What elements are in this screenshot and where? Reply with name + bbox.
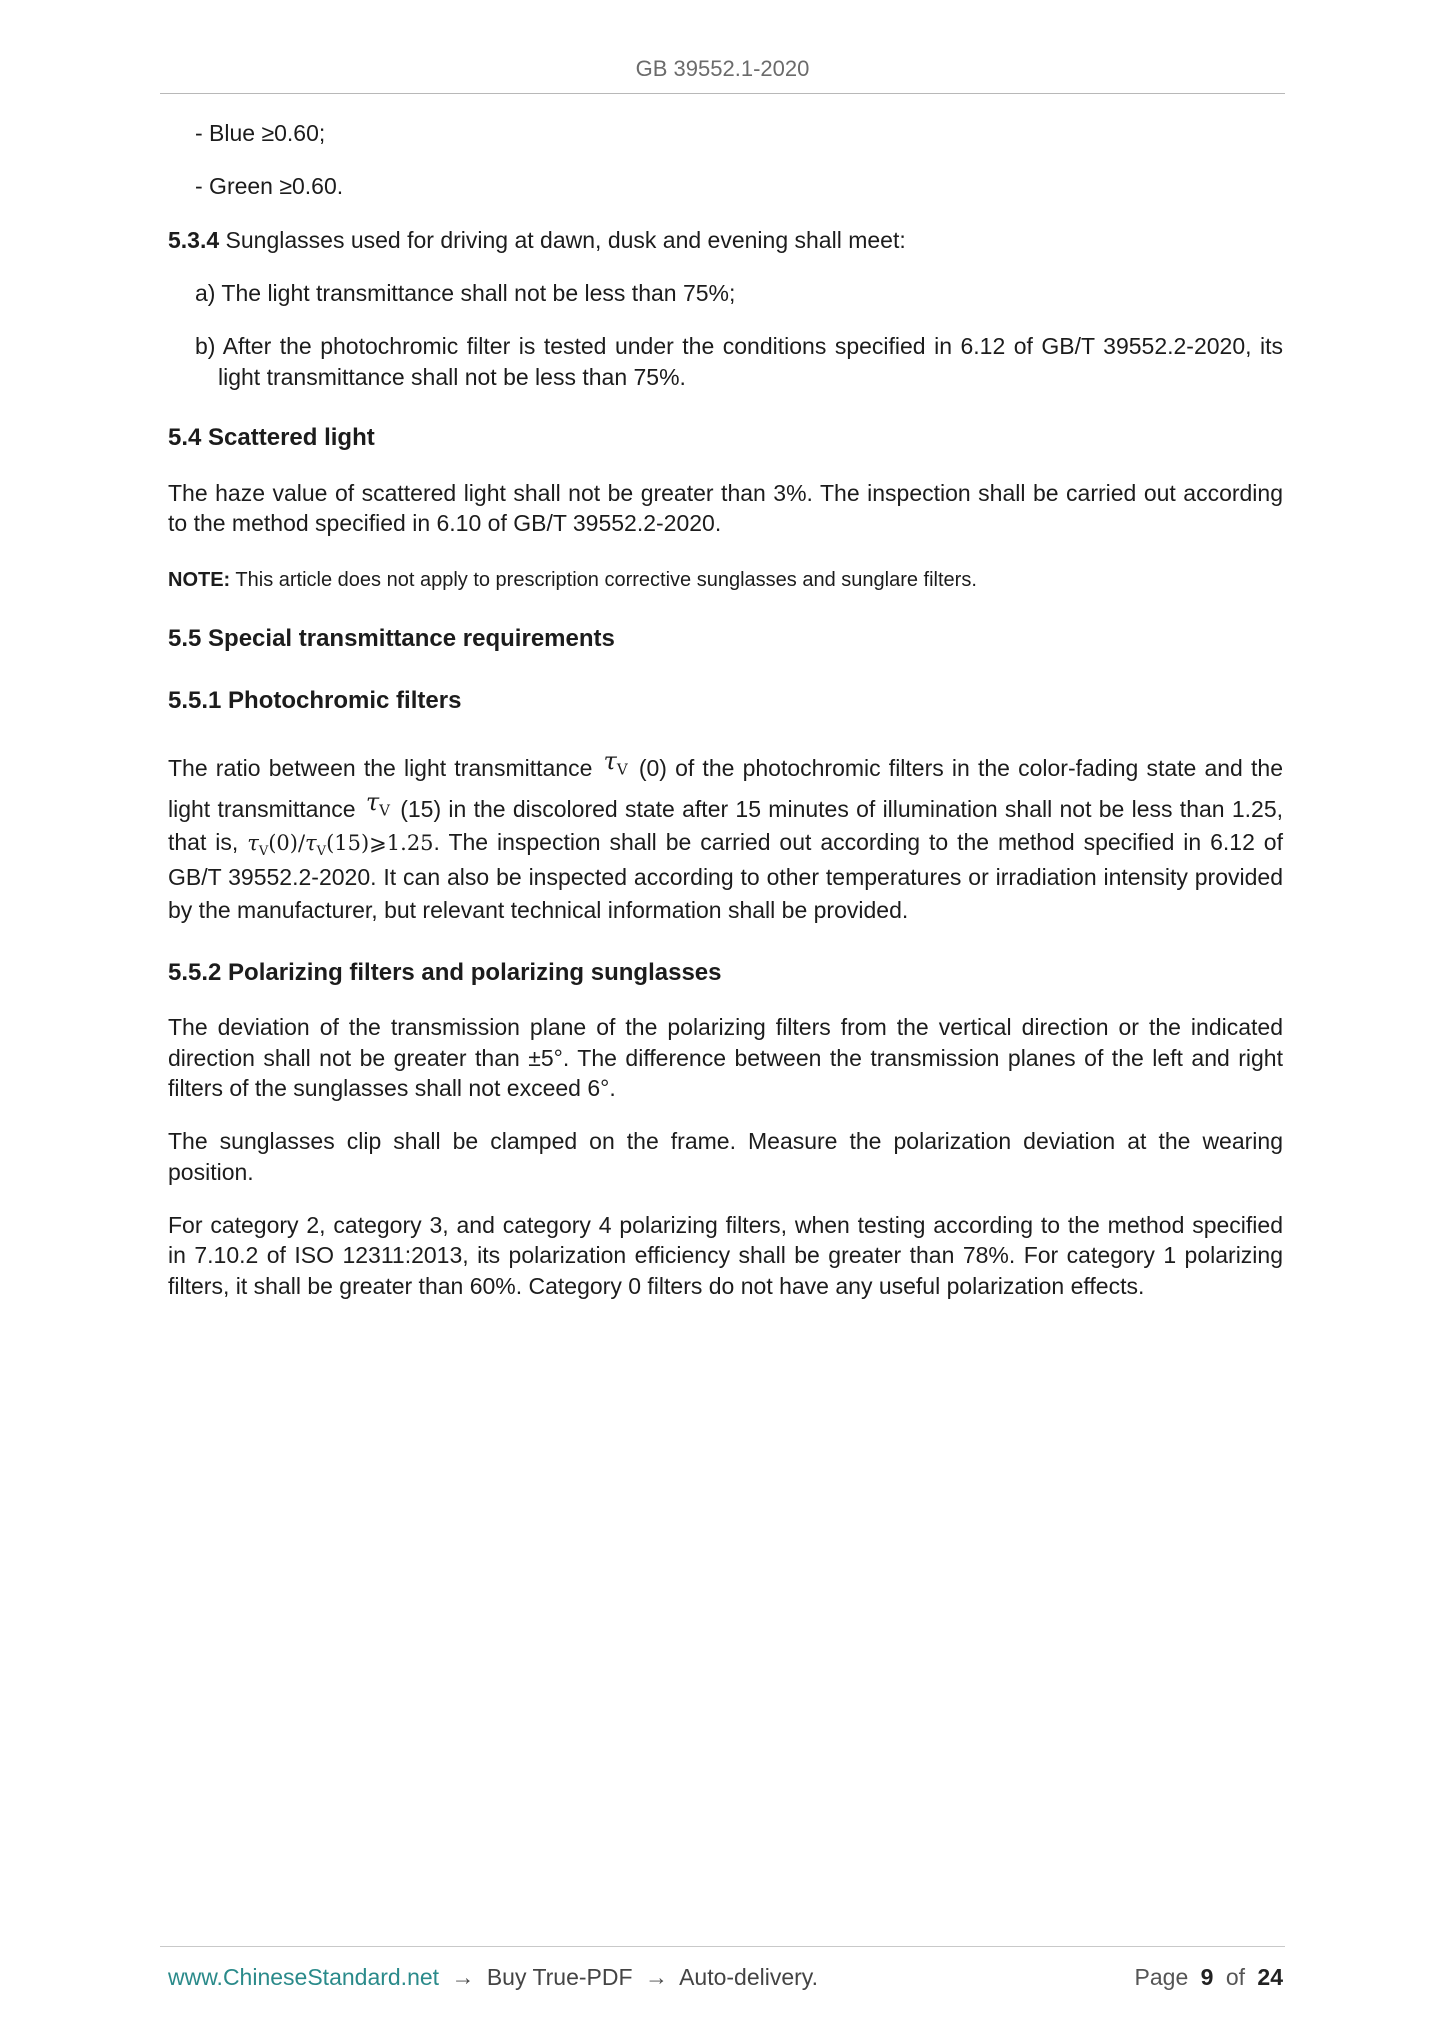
footer-delivery-text: Auto-delivery. [679, 1964, 818, 1990]
photochromic-text-4: . The inspection shall be carried out according to the method specified in 6.12 of GB/T 39552.2-2020. It can also be inspected according to other temperatures or irradiation intensity provided by the manufacturer, but relevant technical information shall be provided. [168, 828, 1283, 923]
paragraph-clip: The sunglasses clip shall be clamped on the frame. Measure the polarization deviation at the wearing position. [168, 1128, 1283, 1185]
heading-5-4: 5.4 Scattered light [168, 424, 375, 452]
page-header [160, 56, 1285, 82]
list-item-b [168, 331, 1283, 392]
paragraph-deviation: The deviation of the transmission plane of the polarizing filters from the vertical direction or the indicated direction shall not be greater than ±5°. The difference between the transmission planes of the left and right filters of the sunglasses shall not exceed 6°. [168, 1014, 1283, 1101]
page-current: 9 [1200, 1964, 1214, 1990]
heading-5-5-2: 5.5.2 Polarizing filters and polarizing sunglasses [168, 958, 722, 986]
doc-number: GB 39552.1-2020 [635, 56, 810, 81]
tau-v-symbol: $\tau_V$ [365, 787, 390, 820]
document-content [168, 118, 1283, 1324]
heading-5-5-1: 5.5.1 Photochromic filters [168, 686, 462, 714]
note-text: This article does not apply to prescription corrective sunglasses and sunglare filters. [230, 568, 977, 591]
note-paragraph [168, 567, 1283, 593]
paragraph-category: For category 2, category 3, and category 4 polarizing filters, when testing according to the method specified in 7.10.2 of ISO 12311:2013, its polarization efficiency shall be greater than 78%. For category 1 polarizing filters, it shall be greater than 60%. Category 0 filters do not have any useful polarization effects. [168, 1212, 1283, 1299]
note-label: NOTE: [168, 568, 231, 591]
header-divider [160, 93, 1285, 94]
heading-5-5: 5.5 Special transmittance requirements [168, 624, 615, 652]
arrow-right-icon: → [451, 1964, 475, 1990]
bullet-green: - Green ≥0.60. [195, 173, 344, 200]
page-label: Page [1134, 1964, 1189, 1990]
list-item-b-label: b) [195, 333, 216, 360]
clause-5-3-4 [168, 225, 1283, 255]
list-item-a: a) The light transmittance shall not be less than 75%; [195, 280, 736, 307]
footer-buy-text: Buy True-PDF [486, 1964, 633, 1990]
inline-formula: $\tau_V(0)/\tau_V(15)⩾1.25$ [247, 830, 434, 859]
tau-v-symbol: $\tau_V$ [603, 747, 628, 779]
page-indicator [1129, 1964, 1283, 1991]
page-of-label: of [1225, 1964, 1246, 1990]
clause-5-3-4-text: Sunglasses used for driving at dawn, dusk and evening shall meet: [219, 226, 906, 253]
photochromic-text-2: (0) of the photochromic filters in the color-fading state and the light transmittance [168, 755, 1283, 822]
footer-left [168, 1964, 824, 1991]
list-item-b-text: After the photochromic filter is tested under the conditions specified in 6.12 of GB/T 39552.2-2020, its light transmittance shall not be less than 75%. [218, 333, 1284, 390]
photochromic-text-1: The ratio between the light transmittance [168, 755, 601, 782]
paragraph-haze: The haze value of scattered light shall not be greater than 3%. The inspection shall be carried out according to the method specified in 6.10 of GB/T 39552.2-2020. [168, 479, 1283, 537]
arrow-right-icon: → [644, 1964, 668, 1990]
footer-divider [160, 1946, 1285, 1947]
paragraph-photochromic [168, 744, 1283, 926]
bullet-blue: - Blue ≥0.60; [195, 120, 326, 146]
photochromic-text-3: (15) in the discolored state after 15 minutes of illumination shall not be less than 1.25, that is, [168, 795, 1284, 855]
page-total: 24 [1257, 1964, 1283, 1990]
clause-5-3-4-number: 5.3.4 [168, 226, 220, 253]
page-footer [168, 1964, 1283, 1991]
site-link[interactable]: www.ChineseStandard.net [168, 1964, 440, 1990]
